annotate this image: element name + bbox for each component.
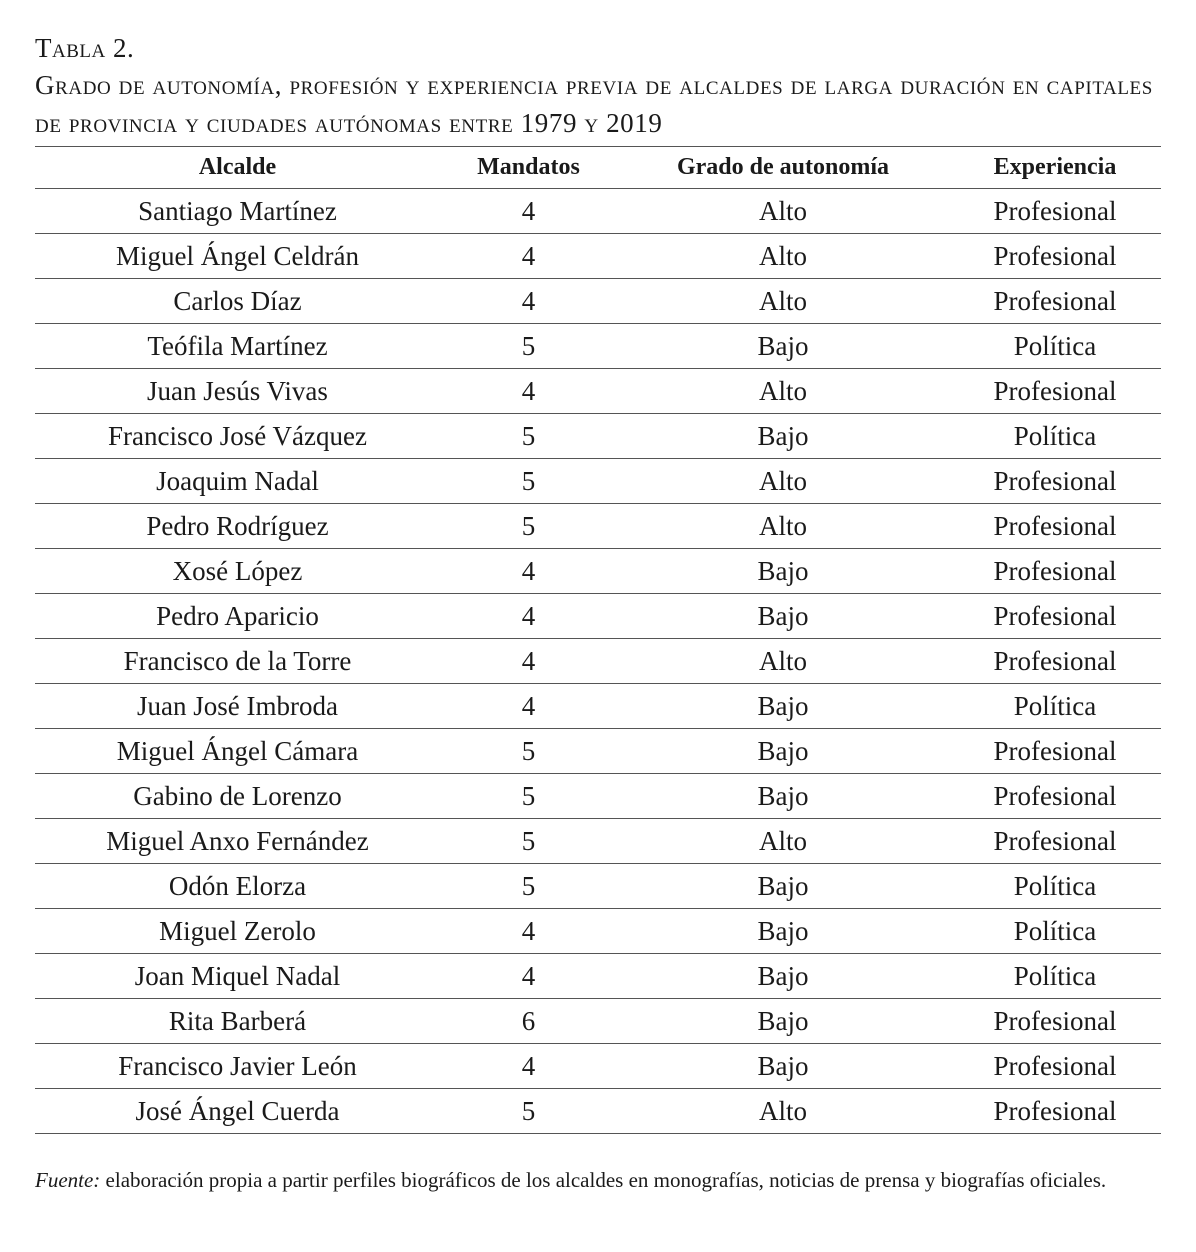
cell-alcalde: Francisco de la Torre: [35, 639, 440, 684]
cell-mandatos: 4: [440, 639, 617, 684]
cell-experiencia: Profesional: [949, 1044, 1161, 1089]
table-row: [35, 189, 1161, 234]
table-row: [35, 234, 1161, 279]
cell-alcalde: Odón Elorza: [35, 864, 440, 909]
header-experiencia: Experiencia: [949, 147, 1161, 189]
table-row: [35, 999, 1161, 1044]
footnote-text: elaboración propia a partir perfiles biográficos de los alcaldes en monografías, noticias de prensa y biografías oficiales.: [100, 1168, 1107, 1192]
cell-alcalde: Carlos Díaz: [35, 279, 440, 324]
cell-alcalde: Joaquim Nadal: [35, 459, 440, 504]
cell-mandatos: 5: [440, 459, 617, 504]
table-row: [35, 909, 1161, 954]
cell-alcalde: Francisco José Vázquez: [35, 414, 440, 459]
cell-grado-autonomia: Bajo: [617, 909, 949, 954]
table-row: [35, 954, 1161, 999]
cell-alcalde: Gabino de Lorenzo: [35, 774, 440, 819]
table-row: [35, 729, 1161, 774]
cell-grado-autonomia: Bajo: [617, 999, 949, 1044]
cell-mandatos: 5: [440, 819, 617, 864]
cell-experiencia: Profesional: [949, 819, 1161, 864]
cell-grado-autonomia: Alto: [617, 459, 949, 504]
cell-mandatos: 5: [440, 414, 617, 459]
cell-experiencia: Profesional: [949, 594, 1161, 639]
cell-experiencia: Profesional: [949, 774, 1161, 819]
header-mandatos: Mandatos: [440, 147, 617, 189]
table-row: [35, 504, 1161, 549]
table-row: [35, 549, 1161, 594]
cell-grado-autonomia: Alto: [617, 639, 949, 684]
cell-mandatos: 4: [440, 369, 617, 414]
cell-experiencia: Profesional: [949, 279, 1161, 324]
cell-experiencia: Profesional: [949, 729, 1161, 774]
cell-alcalde: Juan Jesús Vivas: [35, 369, 440, 414]
header-row: [35, 147, 1161, 189]
cell-grado-autonomia: Alto: [617, 234, 949, 279]
cell-grado-autonomia: Bajo: [617, 729, 949, 774]
table-title: Grado de autonomía, profesión y experiencia previa de alcaldes de larga duración en capitales de provincia y ciudades autónomas entre 1979 y 2019: [35, 70, 1153, 138]
cell-experiencia: Profesional: [949, 639, 1161, 684]
cell-experiencia: Política: [949, 414, 1161, 459]
cell-alcalde: Pedro Aparicio: [35, 594, 440, 639]
table-label: Tabla 2.: [35, 33, 135, 63]
cell-mandatos: 4: [440, 954, 617, 999]
cell-grado-autonomia: Alto: [617, 189, 949, 234]
cell-experiencia: Profesional: [949, 459, 1161, 504]
cell-experiencia: Profesional: [949, 999, 1161, 1044]
cell-mandatos: 4: [440, 549, 617, 594]
table-body: [35, 189, 1161, 1134]
table-row: [35, 1044, 1161, 1089]
cell-alcalde: Francisco Javier León: [35, 1044, 440, 1089]
cell-alcalde: Xosé López: [35, 549, 440, 594]
cell-grado-autonomia: Alto: [617, 369, 949, 414]
cell-grado-autonomia: Alto: [617, 1089, 949, 1134]
table-figure: [35, 30, 1161, 1194]
table-row: [35, 279, 1161, 324]
cell-experiencia: Profesional: [949, 549, 1161, 594]
cell-mandatos: 4: [440, 234, 617, 279]
footnote: [35, 1166, 1161, 1194]
cell-mandatos: 4: [440, 594, 617, 639]
cell-experiencia: Profesional: [949, 1089, 1161, 1134]
cell-mandatos: 4: [440, 684, 617, 729]
cell-grado-autonomia: Alto: [617, 504, 949, 549]
cell-grado-autonomia: Alto: [617, 819, 949, 864]
table-row: [35, 324, 1161, 369]
cell-experiencia: Política: [949, 954, 1161, 999]
cell-mandatos: 4: [440, 279, 617, 324]
cell-grado-autonomia: Alto: [617, 279, 949, 324]
cell-grado-autonomia: Bajo: [617, 864, 949, 909]
cell-grado-autonomia: Bajo: [617, 594, 949, 639]
table-row: [35, 459, 1161, 504]
cell-experiencia: Política: [949, 909, 1161, 954]
table-row: [35, 864, 1161, 909]
cell-experiencia: Profesional: [949, 369, 1161, 414]
footnote-source-label: Fuente:: [35, 1168, 101, 1192]
cell-experiencia: Profesional: [949, 234, 1161, 279]
cell-mandatos: 4: [440, 909, 617, 954]
table-row: [35, 594, 1161, 639]
cell-grado-autonomia: Bajo: [617, 684, 949, 729]
header-alcalde: Alcalde: [35, 147, 440, 189]
data-table: [35, 147, 1161, 1134]
cell-alcalde: Miguel Anxo Fernández: [35, 819, 440, 864]
table-row: [35, 369, 1161, 414]
table-row: [35, 774, 1161, 819]
cell-grado-autonomia: Bajo: [617, 954, 949, 999]
table-row: [35, 639, 1161, 684]
cell-alcalde: Santiago Martínez: [35, 189, 440, 234]
cell-mandatos: 5: [440, 504, 617, 549]
cell-experiencia: Política: [949, 324, 1161, 369]
cell-experiencia: Profesional: [949, 189, 1161, 234]
cell-mandatos: 5: [440, 864, 617, 909]
cell-alcalde: Rita Barberá: [35, 999, 440, 1044]
table-row: [35, 414, 1161, 459]
cell-grado-autonomia: Bajo: [617, 414, 949, 459]
cell-grado-autonomia: Bajo: [617, 324, 949, 369]
table-row: [35, 684, 1161, 729]
cell-mandatos: 5: [440, 324, 617, 369]
cell-alcalde: Miguel Ángel Cámara: [35, 729, 440, 774]
cell-experiencia: Política: [949, 864, 1161, 909]
cell-alcalde: Juan José Imbroda: [35, 684, 440, 729]
cell-mandatos: 4: [440, 189, 617, 234]
cell-grado-autonomia: Bajo: [617, 1044, 949, 1089]
cell-grado-autonomia: Bajo: [617, 774, 949, 819]
table-row: [35, 819, 1161, 864]
cell-grado-autonomia: Bajo: [617, 549, 949, 594]
cell-alcalde: Miguel Zerolo: [35, 909, 440, 954]
cell-mandatos: 5: [440, 1089, 617, 1134]
cell-alcalde: Pedro Rodríguez: [35, 504, 440, 549]
cell-experiencia: Política: [949, 684, 1161, 729]
cell-mandatos: 5: [440, 729, 617, 774]
cell-alcalde: Joan Miquel Nadal: [35, 954, 440, 999]
cell-alcalde: José Ángel Cuerda: [35, 1089, 440, 1134]
cell-experiencia: Profesional: [949, 504, 1161, 549]
table-row: [35, 1089, 1161, 1134]
header-grado-autonomia: Grado de autonomía: [617, 147, 949, 189]
cell-mandatos: 5: [440, 774, 617, 819]
cell-mandatos: 6: [440, 999, 617, 1044]
cell-alcalde: Miguel Ángel Celdrán: [35, 234, 440, 279]
cell-alcalde: Teófila Martínez: [35, 324, 440, 369]
cell-mandatos: 4: [440, 1044, 617, 1089]
